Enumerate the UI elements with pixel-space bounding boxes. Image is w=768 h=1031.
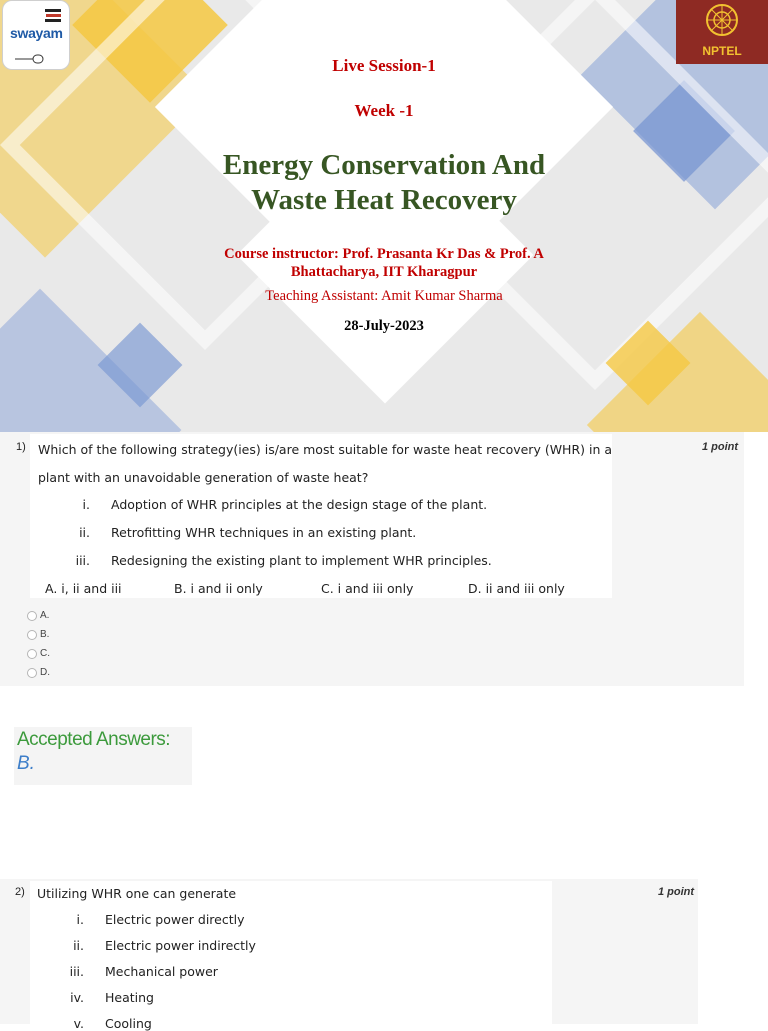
teaching-assistant: Teaching Assistant: Amit Kumar Sharma — [265, 288, 503, 304]
question-2-card — [0, 879, 698, 1031]
swayam-logo-text: swayam — [10, 25, 63, 41]
question-2-points: 1 point — [658, 886, 695, 898]
books-icon — [43, 7, 63, 25]
statement-text: Adoption of WHR principles at the design stage of the plant. — [111, 497, 488, 512]
accepted-answers-box — [14, 727, 192, 785]
title-slide — [0, 0, 768, 432]
swayam-logo — [2, 0, 70, 70]
instructor-line1: Course instructor: Prof. Prasanta Kr Das & Prof. A — [224, 246, 544, 262]
live-session-label: Live Session-1 — [332, 56, 436, 75]
statement-text: Redesigning the existing plant to implement WHR principles. — [111, 553, 492, 568]
radio-circle[interactable] — [27, 649, 37, 659]
course-title-line2: Waste Heat Recovery — [251, 184, 517, 216]
course-title — [180, 148, 588, 218]
nptel-emblem-icon — [704, 2, 740, 38]
question-1-choice-b: B. i and ii only — [174, 581, 263, 596]
statement-numeral: iii. — [75, 553, 90, 568]
question-1-choice-c: C. i and iii only — [321, 581, 414, 596]
course-instructor — [180, 245, 588, 281]
accepted-answer-value: B. — [17, 753, 35, 774]
question-1-choice-d: D. ii and iii only — [468, 581, 565, 596]
accepted-answers-title: Accepted Answers: — [17, 729, 171, 750]
statement-numeral: iv. — [70, 990, 84, 1005]
statement-text: Retrofitting WHR techniques in an existing plant. — [111, 525, 417, 540]
course-title-line1: Energy Conservation And — [222, 149, 546, 181]
session-date: 28-July-2023 — [344, 318, 424, 334]
question-1-number: 1) — [16, 441, 26, 453]
radio-circle[interactable] — [27, 630, 37, 640]
statement-text: Electric power directly — [105, 912, 245, 927]
radio-label: D. — [40, 667, 50, 678]
radio-label: A. — [40, 610, 50, 621]
radio-circle[interactable] — [27, 668, 37, 678]
nptel-logo-text: NPTEL — [702, 44, 742, 58]
question-1-points: 1 point — [702, 441, 739, 453]
question-2-text: Utilizing WHR one can generate — [37, 886, 237, 901]
statement-numeral: ii. — [79, 525, 90, 540]
week-label: Week -1 — [354, 101, 414, 120]
statement-numeral: iii. — [69, 964, 84, 979]
statement-text: Heating — [105, 990, 154, 1005]
statement-text: Cooling — [105, 1016, 152, 1031]
nptel-logo — [676, 0, 768, 64]
statement-numeral: v. — [73, 1016, 84, 1031]
instructor-line2: Bhattacharya, IIT Kharagpur — [290, 264, 478, 280]
question-2-number: 2) — [15, 886, 25, 898]
radio-circle[interactable] — [27, 611, 37, 621]
statement-text: Mechanical power — [105, 964, 218, 979]
statement-numeral: i. — [82, 497, 90, 512]
question-1-text-line2: plant with an unavoidable generation of waste heat? — [38, 470, 369, 485]
mouse-cable-icon — [15, 53, 45, 65]
question-1-card — [0, 432, 744, 686]
question-1-text-line1: Which of the following strategy(ies) is/are most suitable for waste heat recovery (WHR) in a — [38, 442, 613, 457]
question-1-choice-a: A. i, ii and iii — [45, 581, 122, 596]
radio-label: B. — [40, 629, 50, 640]
statement-numeral: ii. — [73, 938, 84, 953]
statement-numeral: i. — [76, 912, 84, 927]
statement-text: Electric power indirectly — [105, 938, 256, 953]
radio-label: C. — [40, 648, 50, 659]
question-1-text — [38, 436, 628, 492]
